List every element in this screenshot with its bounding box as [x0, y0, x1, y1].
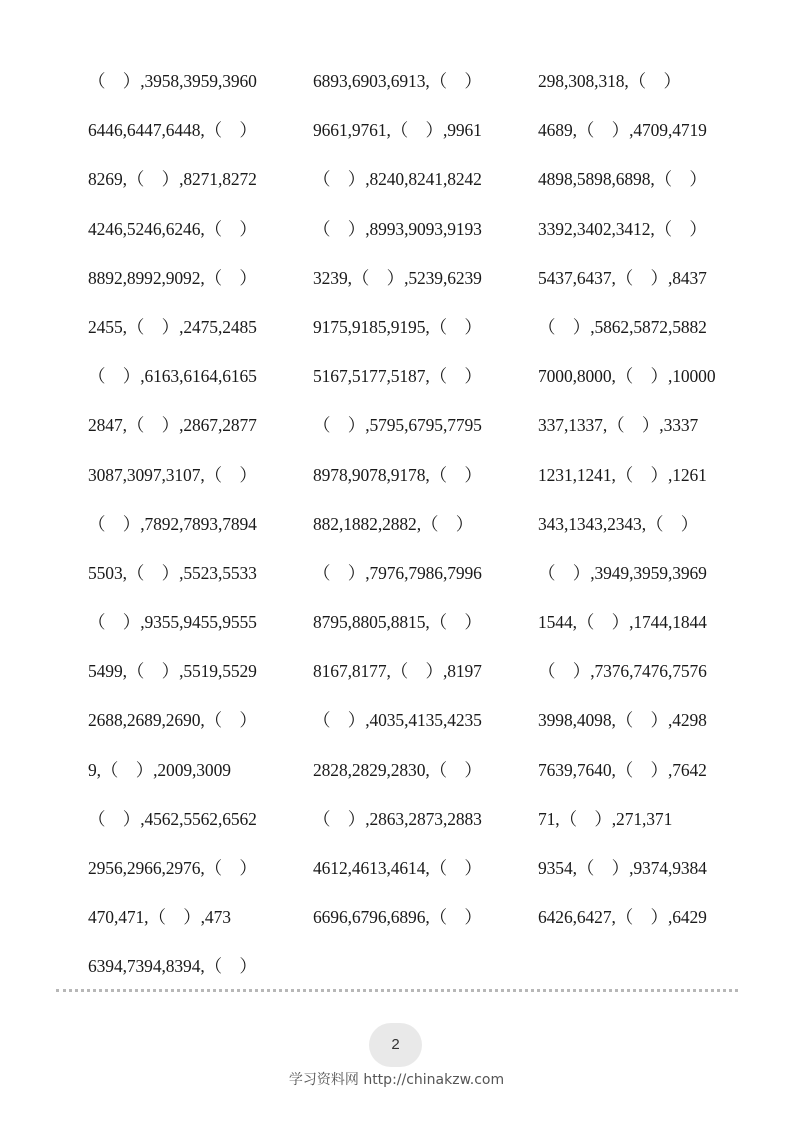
exercise-item: 6394,7394,8394,（ ）	[88, 956, 257, 977]
footer-source: 学习资料网 http://chinakzw.com	[288, 1072, 505, 1088]
exercise-item: 1231,1241,（ ）,1261	[538, 464, 707, 485]
exercise-item: 882,1882,2882,（ ）	[313, 513, 474, 534]
dotted-divider	[56, 989, 738, 992]
exercise-grid	[88, 57, 748, 992]
exercise-item: 9661,9761,（ ）,9961	[313, 120, 482, 141]
exercise-item: 3239,（ ）,5239,6239	[313, 267, 482, 288]
exercise-item: （ ）,6163,6164,6165	[88, 366, 257, 387]
exercise-item: 3392,3402,3412,（ ）	[538, 218, 707, 239]
exercise-item: 8795,8805,8815,（ ）	[313, 612, 482, 633]
exercise-item: 8978,9078,9178,（ ）	[313, 464, 482, 485]
exercise-item: （ ）,7376,7476,7576	[538, 661, 707, 682]
exercise-item: （ ）,4562,5562,6562	[88, 808, 257, 829]
exercise-item: 6696,6796,6896,（ ）	[313, 907, 482, 928]
exercise-item: 2828,2829,2830,（ ）	[313, 759, 482, 780]
exercise-item: 8892,8992,9092,（ ）	[88, 267, 257, 288]
exercise-item: 343,1343,2343,（ ）	[538, 513, 699, 534]
exercise-item: （ ）,7976,7986,7996	[313, 562, 482, 583]
exercise-item: 6446,6447,6448,（ ）	[88, 120, 257, 141]
exercise-item: 3998,4098,（ ）,4298	[538, 710, 707, 731]
exercise-item: 2455,（ ）,2475,2485	[88, 316, 257, 337]
exercise-item: 4898,5898,6898,（ ）	[538, 169, 707, 190]
exercise-item: 2956,2966,2976,（ ）	[88, 858, 257, 878]
exercise-item: 8167,8177,（ ）,8197	[313, 661, 482, 682]
exercise-item: 5499,（ ）,5519,5529	[88, 661, 257, 682]
exercise-item: 2688,2689,2690,（ ）	[88, 710, 257, 731]
exercise-item: 71,（ ）,271,371	[538, 808, 673, 829]
exercise-item: 7000,8000,（ ）,10000	[538, 366, 716, 387]
exercise-item: （ ）,4035,4135,4235	[313, 710, 482, 731]
exercise-item: 6426,6427,（ ）,6429	[538, 907, 707, 928]
exercise-item: 6893,6903,6913,（ ）	[313, 71, 482, 91]
exercise-item	[538, 942, 748, 991]
exercise-item: 298,308,318,（ ）	[538, 71, 681, 91]
exercise-item: （ ）,3949,3959,3969	[538, 562, 707, 583]
exercise-item: 1544,（ ）,1744,1844	[538, 612, 707, 633]
exercise-item	[313, 942, 538, 991]
exercise-item: 4246,5246,6246,（ ）	[88, 218, 257, 239]
exercise-item: 9,（ ）,2009,3009	[88, 759, 231, 780]
exercise-item: 9354,（ ）,9374,9384	[538, 858, 707, 878]
exercise-item: （ ）,9355,9455,9555	[88, 612, 257, 633]
exercise-item: （ ）,8240,8241,8242	[313, 169, 482, 190]
exercise-item: （ ）,7892,7893,7894	[88, 513, 257, 534]
exercise-item: （ ）,3958,3959,3960	[88, 71, 257, 91]
exercise-item: 3087,3097,3107,（ ）	[88, 464, 257, 485]
exercise-item: （ ）,8993,9093,9193	[313, 218, 482, 239]
exercise-item: 5167,5177,5187,（ ）	[313, 366, 482, 387]
exercise-item: （ ）,5795,6795,7795	[313, 415, 482, 436]
exercise-item: 2847,（ ）,2867,2877	[88, 415, 257, 436]
exercise-item: （ ）,5862,5872,5882	[538, 316, 707, 337]
exercise-item: 9175,9185,9195,（ ）	[313, 316, 482, 337]
exercise-item: （ ）,2863,2873,2883	[313, 808, 482, 829]
page-number: 2	[369, 1023, 422, 1067]
exercise-item: 7639,7640,（ ）,7642	[538, 759, 707, 780]
exercise-item: 4612,4613,4614,（ ）	[313, 858, 482, 878]
exercise-item: 5503,（ ）,5523,5533	[88, 562, 257, 583]
exercise-item: 5437,6437,（ ）,8437	[538, 267, 707, 288]
exercise-item: 337,1337,（ ）,3337	[538, 415, 699, 436]
exercise-item: 8269,（ ）,8271,8272	[88, 169, 257, 190]
exercise-item: 470,471,（ ）,473	[88, 907, 231, 928]
exercise-item: 4689,（ ）,4709,4719	[538, 120, 707, 141]
